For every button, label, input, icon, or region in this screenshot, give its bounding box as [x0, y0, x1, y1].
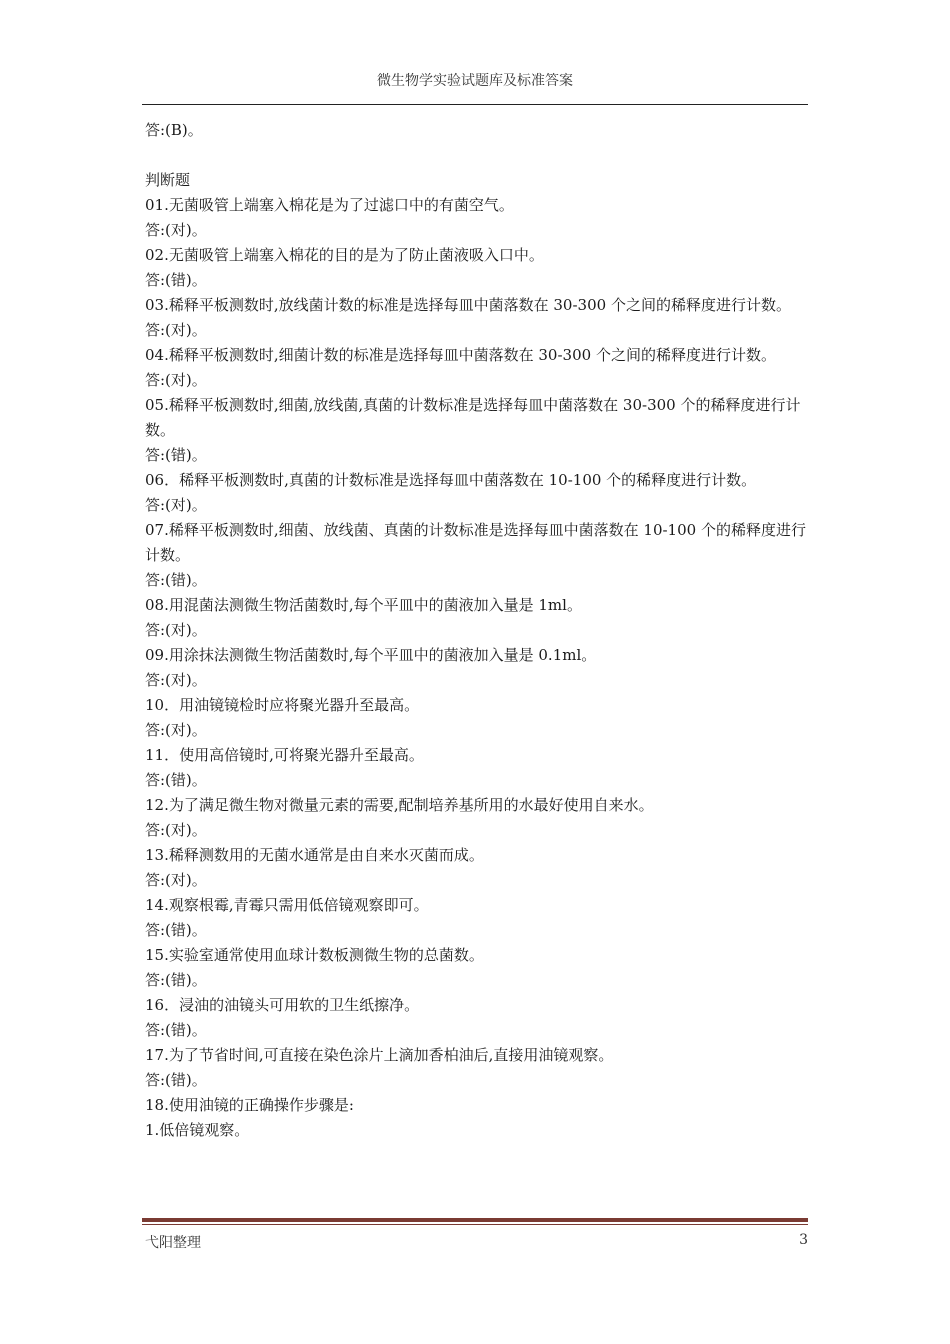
answer-line: 答:(错)。 — [145, 921, 207, 939]
document-body — [145, 118, 810, 1143]
question-line: 09.用涂抹法测微生物活菌数时,每个平皿中的菌液加入量是 0.1ml。 — [145, 646, 597, 664]
question-line: 06．稀释平板测数时,真菌的计数标准是选择每皿中菌落数在 10-100 个的稀释度进行计数。 — [145, 471, 757, 489]
question-line: 02.无菌吸管上端塞入棉花的目的是为了防止菌液吸入口中。 — [145, 246, 544, 264]
question-line: 07.稀释平板测数时,细菌、放线菌、真菌的计数标准是选择每皿中菌落数在 10-100 个的稀释度进行计数。 — [145, 521, 806, 564]
page-number: 3 — [799, 1232, 808, 1248]
answer-line: 答:(错)。 — [145, 271, 207, 289]
answer-line: 答:(对)。 — [145, 321, 207, 339]
question-line: 1.低倍镜观察。 — [145, 1121, 250, 1139]
question-line: 12.为了满足微生物对微量元素的需要,配制培养基所用的水最好使用自来水。 — [145, 796, 654, 814]
question-line: 04.稀释平板测数时,细菌计数的标准是选择每皿中菌落数在 30-300 个之间的稀释度进行计数。 — [145, 346, 776, 364]
question-line: 05.稀释平板测数时,细菌,放线菌,真菌的计数标准是选择每皿中菌落数在 30-300 个的稀释度进行计数。 — [145, 396, 801, 439]
question-line: 判断题 — [145, 171, 191, 189]
answer-line: 答:(对)。 — [145, 496, 207, 514]
answer-line: 答:(错)。 — [145, 571, 207, 589]
answer-line: 答:(错)。 — [145, 446, 207, 464]
question-line: 11．使用高倍镜时,可将聚光器升至最高。 — [145, 746, 424, 764]
answer-line: 答:(B)。 — [145, 121, 203, 139]
answer-line: 答:(错)。 — [145, 1021, 207, 1039]
question-line: 15.实验室通常使用血球计数板测微生物的总菌数。 — [145, 946, 484, 964]
question-line: 16．浸油的油镜头可用软的卫生纸擦净。 — [145, 996, 420, 1014]
question-line: 01.无菌吸管上端塞入棉花是为了过滤口中的有菌空气。 — [145, 196, 514, 214]
question-line: 17.为了节省时间,可直接在染色涂片上滴加香柏油后,直接用油镜观察。 — [145, 1046, 614, 1064]
answer-line: 答:(对)。 — [145, 621, 207, 639]
question-line: 13.稀释测数用的无菌水通常是由自来水灭菌而成。 — [145, 846, 484, 864]
footer-divider-thin — [142, 1224, 808, 1225]
answer-line: 答:(对)。 — [145, 671, 207, 689]
answer-line: 答:(对)。 — [145, 871, 207, 889]
question-line: 18.使用油镜的正确操作步骤是: — [145, 1096, 354, 1114]
answer-line: 答:(对)。 — [145, 821, 207, 839]
question-line: 03.稀释平板测数时,放线菌计数的标准是选择每皿中菌落数在 30-300 个之间的稀释度进行计数。 — [145, 296, 791, 314]
question-line: 08.用混菌法测微生物活菌数时,每个平皿中的菌液加入量是 1ml。 — [145, 596, 582, 614]
footer-author: 弋阳整理 — [145, 1235, 201, 1251]
footer-divider-thick — [142, 1218, 808, 1222]
answer-line: 答:(对)。 — [145, 721, 207, 739]
header-divider — [142, 104, 808, 105]
page-header-title: 微生物学实验试题库及标准答案 — [377, 73, 573, 89]
answer-line: 答:(错)。 — [145, 771, 207, 789]
question-line: 14.观察根霉,青霉只需用低倍镜观察即可。 — [145, 896, 429, 914]
blank-line — [145, 143, 810, 168]
answer-line: 答:(错)。 — [145, 971, 207, 989]
answer-line: 答:(错)。 — [145, 1071, 207, 1089]
answer-line: 答:(对)。 — [145, 371, 207, 389]
answer-line: 答:(对)。 — [145, 221, 207, 239]
question-line: 10．用油镜镜检时应将聚光器升至最高。 — [145, 696, 420, 714]
